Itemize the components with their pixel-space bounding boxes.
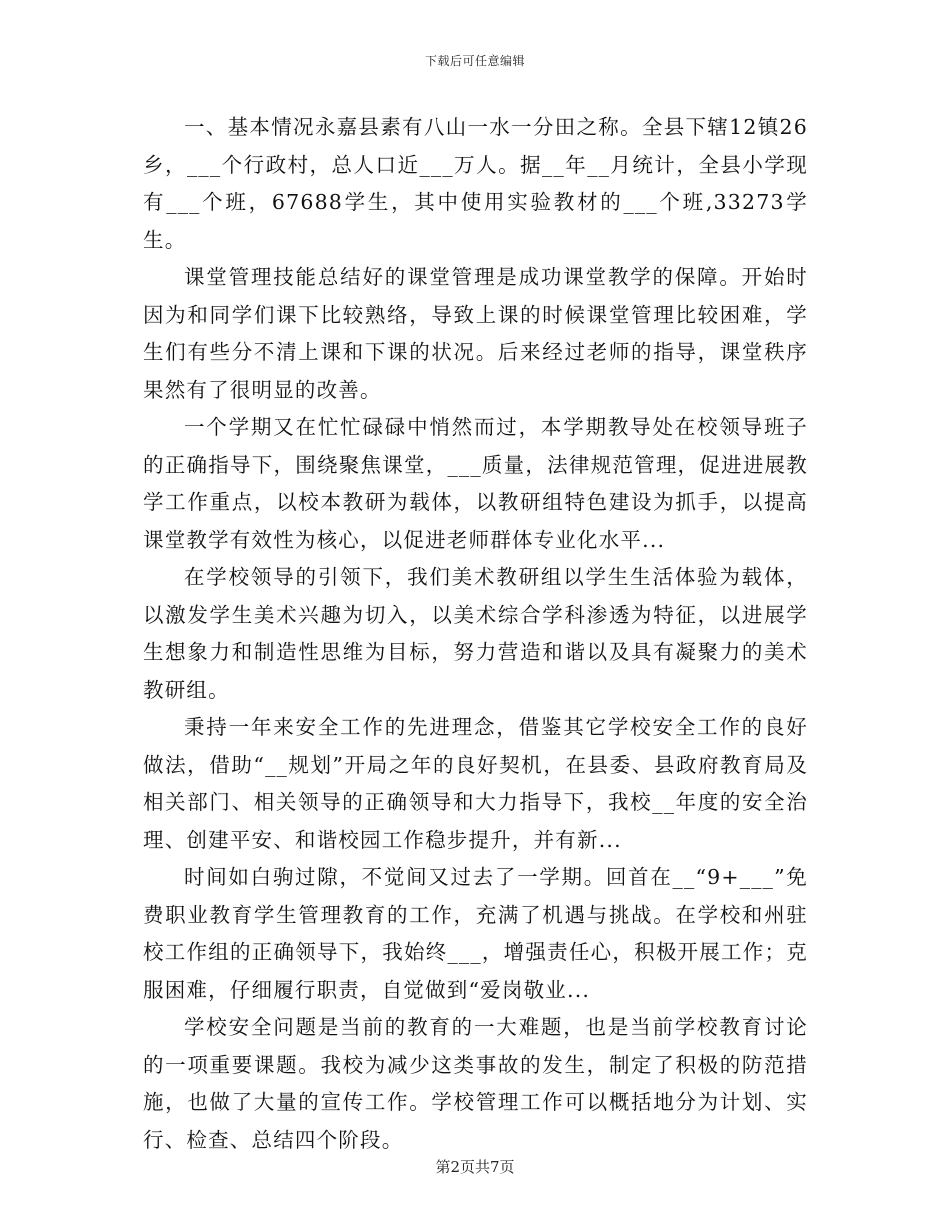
- paragraph-5: 秉持一年来安全工作的先进理念，借鉴其它学校安全工作的良好做法，借助“__规划”开局之年的良好契机，在县委、县政府教育局及相关部门、相关领导的正确领导和大力指导下，我校__年度的安全治理、创建平安、和谐校园工作稳步提升，并有新...: [143, 715, 808, 852]
- paragraph-3: 一个学期又在忙忙碌碌中悄然而过，本学期教导处在校领导班子的正确指导下，围绕聚焦课堂，___质量，法律规范管理，促进进展教学工作重点，以校本教研为载体，以教研组特色建设为抓手，以提高课堂教学有效性为核心，以促进老师群体专业化水平...: [143, 415, 808, 552]
- paragraph-6: 时间如白驹过隙，不觉间又过去了一学期。回首在__“9+___”免费职业教育学生管理教育的工作，充满了机遇与挑战。在学校和州驻校工作组的正确领导下，我始终___，增强责任心，积极开展工作；克服困难，仔细履行职责，自觉做到“爱岗敬业...: [143, 865, 808, 1002]
- document-body: [143, 109, 808, 1159]
- paragraph-2: 课堂管理技能总结好的课堂管理是成功课堂教学的保障。开始时因为和同学们课下比较熟络，导致上课的时候课堂管理比较困难，学生们有些分不清上课和下课的状况。后来经过老师的指导，课堂秩序果然有了很明显的改善。: [143, 265, 808, 402]
- paragraph-1: 一、基本情况永嘉县素有八山一水一分田之称。全县下辖12镇26乡，___个行政村，总人口近___万人。据__年__月统计，全县小学现有___个班，67688学生，其中使用实验教材的___个班,33273学生。: [143, 115, 808, 252]
- page-header: 下载后可任意编辑: [424, 54, 525, 68]
- paragraph-4: 在学校领导的引领下，我们美术教研组以学生生活体验为载体，以激发学生美术兴趣为切入，以美术综合学科渗透为特征，以进展学生想象力和制造性思维为目标，努力营造和谐以及具有凝聚力的美术教研组。: [143, 565, 808, 702]
- paragraph-7: 学校安全问题是当前的教育的一大难题，也是当前学校教育讨论的一项重要课题。我校为减少这类事故的发生，制定了积极的防范措施，也做了大量的宣传工作。学校管理工作可以概括地分为计划、实行、检查、总结四个阶段。: [143, 1015, 808, 1152]
- page-number-footer: 第2页共7页: [435, 1158, 515, 1176]
